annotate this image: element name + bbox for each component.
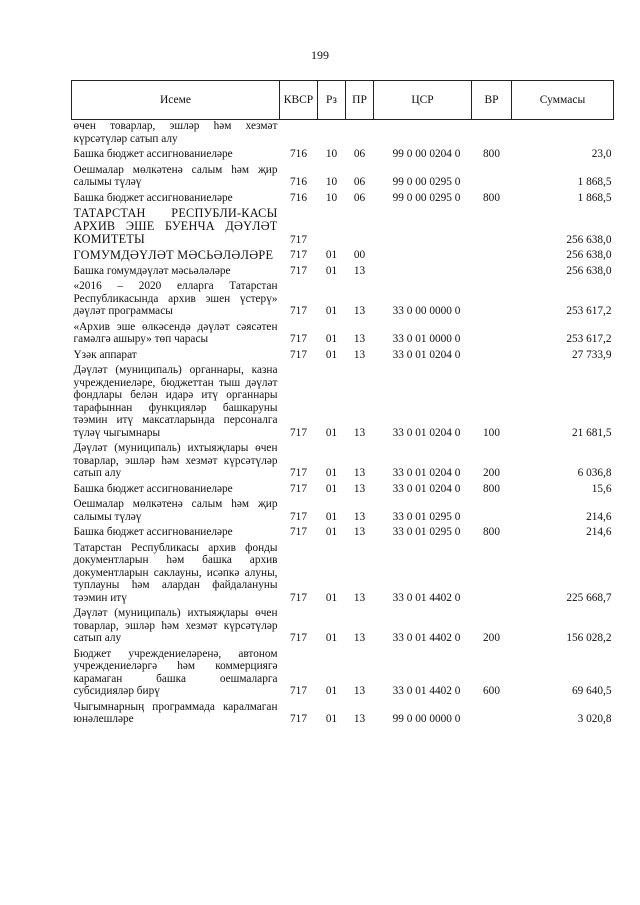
cell-csr: 33 0 01 0204 0: [392, 482, 461, 495]
table-header-row: [72, 81, 614, 120]
table-row: [72, 120, 614, 147]
cell-rz: 10: [325, 191, 338, 204]
table-row: [72, 190, 614, 206]
cell-vr: [472, 319, 512, 347]
cell-pr: [346, 120, 374, 147]
cell-sum: 253 617,2: [566, 305, 612, 317]
cell-name: Башка бюджет ассигнованиеләре: [73, 191, 233, 204]
cell-name: «Архив эше өлкәсендә дәүләт сәясәтен гамәлгә ашыру» төп чарасы: [73, 320, 278, 345]
cell-rz: 10: [325, 176, 338, 188]
cell-csr: 99 0 00 0000 0: [392, 713, 461, 725]
cell-kvsr: 717: [290, 526, 307, 538]
cell-rz: 01: [325, 685, 338, 697]
cell-pr: 13: [353, 467, 366, 479]
cell-kvsr: 717: [290, 685, 307, 697]
cell-kvsr: 717: [290, 233, 307, 246]
cell-sum: 225 668,7: [566, 591, 612, 604]
cell-pr: 00: [353, 249, 366, 261]
cell-kvsr: 716: [290, 176, 307, 188]
cell-name: Башка бюджет ассигнованиеләре: [73, 526, 233, 538]
cell-kvsr: 717: [290, 249, 307, 261]
cell-rz: 01: [325, 333, 338, 345]
page-number: 199: [311, 48, 329, 62]
cell-rz: 01: [325, 249, 338, 261]
cell-name: Чыгымнарның программада каралмаган юнәлешләре: [73, 700, 278, 725]
cell-sum: 1 868,5: [577, 191, 612, 204]
cell-vr: [472, 205, 512, 247]
cell-rz: 01: [325, 713, 338, 725]
cell-name: Дәүләт (муниципаль) ихтыяҗлары өчен товарлар, эшләр һәм хезмәт күрсәтүләр сатып алу: [73, 442, 278, 479]
cell-sum: 23,0: [591, 148, 612, 160]
table-row: [72, 278, 614, 319]
cell-csr: 33 0 01 0295 0: [392, 510, 461, 523]
cell-pr: 06: [353, 148, 366, 160]
cell-kvsr: 717: [290, 467, 307, 479]
cell-vr: 800: [483, 526, 500, 538]
cell-sum: 156 028,2: [566, 632, 612, 644]
cell-sum: [512, 120, 614, 147]
cell-rz: 01: [325, 482, 338, 495]
cell-csr: 33 0 01 4402 0: [392, 685, 461, 697]
cell-rz: 01: [325, 526, 338, 538]
cell-pr: 06: [353, 191, 366, 204]
cell-pr: 06: [353, 176, 366, 188]
cell-sum: 256 638,0: [566, 249, 612, 261]
header-sum: Суммасы: [512, 81, 614, 120]
cell-csr: 33 0 01 4402 0: [392, 632, 461, 644]
cell-vr: 800: [483, 148, 500, 160]
cell-sum: 27 733,9: [571, 348, 612, 361]
cell-pr: 13: [353, 426, 366, 439]
cell-rz: 01: [325, 510, 338, 523]
cell-kvsr: 717: [290, 305, 307, 317]
table-row: [72, 699, 614, 727]
cell-kvsr: 717: [290, 333, 307, 345]
cell-rz: 01: [325, 348, 338, 361]
cell-pr: 13: [353, 305, 366, 317]
table-row: [72, 362, 614, 440]
cell-sum: 256 638,0: [566, 233, 612, 246]
cell-kvsr: 717: [290, 426, 307, 439]
cell-rz: 01: [325, 632, 338, 644]
cell-vr: [472, 162, 512, 190]
cell-rz: 01: [325, 591, 338, 604]
cell-pr: 13: [353, 591, 366, 604]
cell-name: ТАТАРСТАН РЕСПУБЛИ-КАСЫ АРХИВ ЭШЕ БУЕНЧА ДӘҮЛӘТ КОМИТЕТЫ: [73, 206, 278, 246]
table-row: [72, 247, 614, 263]
cell-name: Башка бюджет ассигнованиеләре: [73, 148, 233, 160]
cell-name: Дәүләт (муниципаль) органнары, казна учреждениеләре, бюджеттан тыш дәүләт фондлары белән идарә итү органнары тарафыннан функцияләр башкаруны тәэмин итү максатларында персоналга түләү чыгымнары: [73, 364, 278, 439]
cell-kvsr: 717: [290, 510, 307, 523]
cell-kvsr: 716: [290, 148, 307, 160]
table-row: [72, 263, 614, 279]
cell-vr: [472, 699, 512, 727]
cell-csr: 99 0 00 0295 0: [392, 191, 461, 204]
budget-table: [71, 80, 614, 727]
cell-sum: 1 868,5: [577, 176, 612, 188]
cell-kvsr: 717: [290, 632, 307, 644]
header-name: Исеме: [72, 81, 280, 120]
cell-rz: [318, 120, 346, 147]
header-kvsr: КВСР: [280, 81, 318, 120]
cell-rz: 01: [325, 305, 338, 317]
cell-csr: 33 0 01 4402 0: [392, 591, 461, 604]
cell-kvsr: 716: [290, 191, 307, 204]
header-vr: ВР: [472, 81, 512, 120]
cell-sum: 256 638,0: [566, 264, 612, 277]
cell-sum: 69 640,5: [571, 685, 612, 697]
cell-sum: 214,6: [586, 510, 612, 523]
table-row: [72, 146, 614, 162]
cell-rz: 10: [325, 148, 338, 160]
cell-name: Татарстан Республикасы архив фонды документларын һәм башка архив документларын саклауны, исәпкә алуны, туплауны һәм алардан файдалануны тәэмин итү: [73, 541, 278, 604]
cell-vr: [472, 247, 512, 263]
cell-vr: 600: [483, 685, 500, 697]
cell-sum: 214,6: [586, 526, 612, 538]
cell-pr: 13: [353, 482, 366, 495]
cell-rz: 01: [325, 426, 338, 439]
cell-vr: 200: [483, 467, 500, 479]
header-csr: ЦСР: [374, 81, 472, 120]
cell-name: Башка бюджет ассигнованиеләре: [73, 482, 233, 495]
cell-kvsr: 717: [290, 348, 307, 361]
table-row: [72, 347, 614, 363]
cell-vr: 800: [483, 191, 500, 204]
cell-name: ГОМУМДӘҮЛӘТ МӘСЬӘЛӘЛӘРЕ: [73, 248, 274, 262]
cell-csr: [374, 247, 472, 263]
cell-name: Үзәк аппарат: [73, 348, 137, 361]
cell-csr: 33 0 01 0295 0: [392, 526, 461, 538]
cell-kvsr: [280, 120, 318, 147]
cell-sum: 3 020,8: [577, 713, 612, 725]
cell-pr: 13: [353, 632, 366, 644]
cell-pr: 13: [353, 685, 366, 697]
cell-pr: 13: [353, 264, 366, 277]
cell-rz: [318, 205, 346, 247]
cell-vr: [472, 120, 512, 147]
cell-rz: 01: [325, 264, 338, 277]
cell-name: Оешмалар мөлкәтенә салым һәм җир салымы түләү: [73, 163, 278, 188]
cell-csr: 33 0 01 0204 0: [392, 348, 461, 361]
cell-sum: 253 617,2: [566, 333, 612, 345]
cell-pr: 13: [353, 526, 366, 538]
cell-pr: 13: [353, 713, 366, 725]
table-body: [72, 120, 614, 727]
cell-kvsr: 717: [290, 482, 307, 495]
cell-pr: 13: [353, 333, 366, 345]
cell-kvsr: 717: [290, 713, 307, 725]
cell-name: Оешмалар мөлкәтенә салым һәм җир салымы түләү: [73, 498, 278, 523]
table-row: [72, 540, 614, 606]
table-row: [72, 524, 614, 540]
cell-pr: 13: [353, 348, 366, 361]
cell-vr: [472, 263, 512, 279]
cell-vr: [472, 496, 512, 524]
cell-vr: 200: [483, 632, 500, 644]
header-rz: Рз: [318, 81, 346, 120]
table-row: [72, 319, 614, 347]
cell-sum: 21 681,5: [571, 426, 612, 439]
table-row: [72, 205, 614, 247]
cell-csr: 99 0 00 0295 0: [392, 176, 461, 188]
cell-vr: [472, 278, 512, 319]
cell-name: Башка гомумдәүләт мәсьәләләре: [73, 264, 231, 277]
cell-csr: 99 0 00 0204 0: [392, 148, 461, 160]
cell-vr: 800: [483, 482, 500, 495]
cell-csr: 33 0 01 0204 0: [392, 426, 461, 439]
cell-sum: 15,6: [591, 482, 612, 495]
cell-csr: [374, 120, 472, 147]
cell-pr: 13: [353, 510, 366, 523]
cell-csr: [374, 205, 472, 247]
table-row: [72, 605, 614, 646]
cell-vr: 100: [483, 426, 500, 439]
cell-kvsr: 717: [290, 264, 307, 277]
table-row: [72, 481, 614, 497]
cell-vr: [472, 347, 512, 363]
cell-csr: [374, 263, 472, 279]
cell-sum: 6 036,8: [577, 467, 612, 479]
cell-csr: 33 0 00 0000 0: [392, 305, 461, 317]
cell-pr: [346, 205, 374, 247]
cell-csr: 33 0 01 0204 0: [392, 467, 461, 479]
table-row: [72, 440, 614, 481]
cell-name: Бюджет учреждениеләренә, автоном учреждениеләргә һәм коммерциягә карамаган башка оешмаларга субсидияләр бирү: [73, 647, 278, 697]
cell-name: Дәүләт (муниципаль) ихтыяҗлары өчен товарлар, эшләр һәм хезмәт күрсәтүләр сатып алу: [73, 607, 278, 644]
cell-name: өчен товарлар, эшләр һәм хезмәт күрсәтүләр сатып алу: [73, 120, 278, 145]
cell-csr: 33 0 01 0000 0: [392, 333, 461, 345]
cell-name: «2016 – 2020 елларга Татарстан Республикасында архив эшен үстерү» дәүләт программасы: [73, 280, 278, 317]
cell-vr: [472, 540, 512, 606]
table-row: [72, 646, 614, 699]
cell-kvsr: 717: [290, 591, 307, 604]
cell-rz: 01: [325, 467, 338, 479]
table-row: [72, 496, 614, 524]
header-pr: ПР: [346, 81, 374, 120]
table-row: [72, 162, 614, 190]
